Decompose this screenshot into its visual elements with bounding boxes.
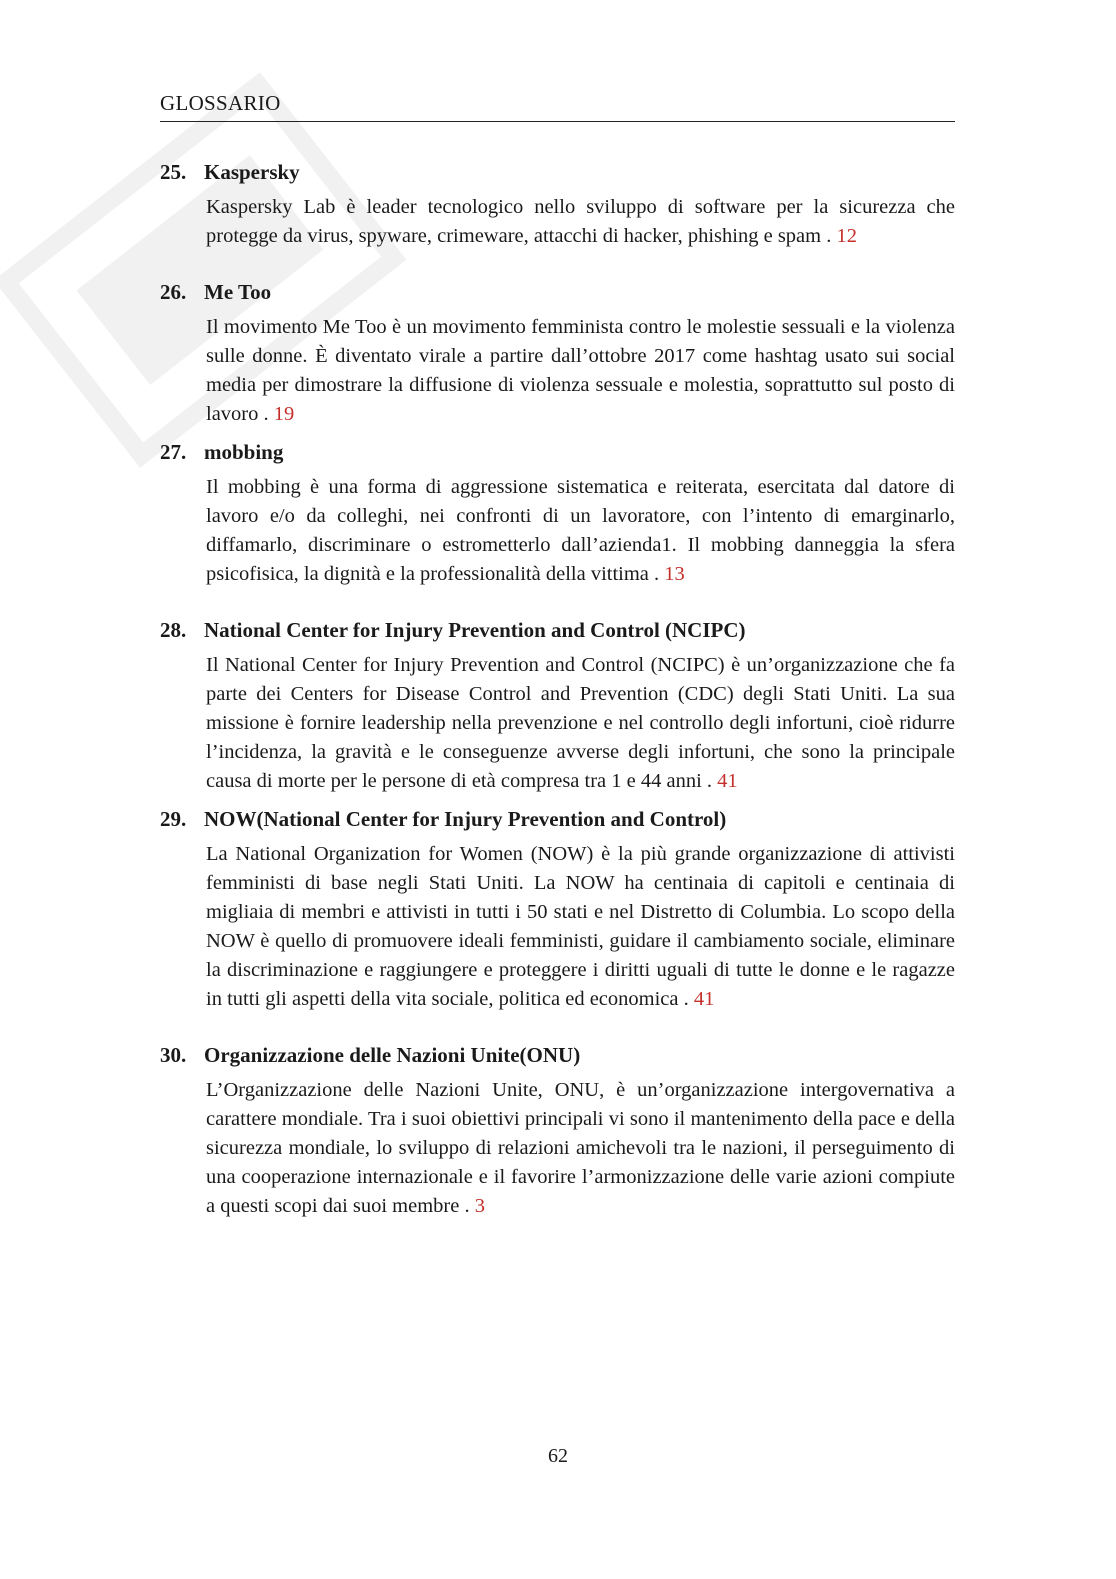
entry-term: NOW(National Center for Injury Prevention and Control)	[204, 807, 727, 831]
entry-definition-block	[206, 193, 955, 251]
entry-definition: Kaspersky Lab è leader tecnologico nello sviluppo di software per la sicurezza che protegge da virus, spyware, crimeware, attacchi di hacker, phishing e spam .	[206, 196, 955, 247]
page-reference-link[interactable]: 3	[474, 1195, 485, 1217]
entry-definition-block	[206, 651, 955, 796]
entry-heading	[160, 1038, 955, 1072]
entry-number: 28.	[160, 618, 187, 642]
entry-definition: L’Organizzazione delle Nazioni Unite, ONU, è un’organizzazione intergovernativa a carattere mondiale. Tra i suoi obiettivi principali vi sono il mantenimento della pace e della sicurezza mondiale, lo sviluppo di relazioni amichevoli tra le nazioni, il perseguimento di una cooperazione internazionale e il favorire l’armonizzazione delle varie azioni compiute a questi scopi dai suoi membre .	[206, 1079, 955, 1217]
header-title: GLOSSARIO	[160, 91, 281, 115]
entry-definition: Il National Center for Injury Prevention and Control (NCIPC) è un’organizzazione che fa parte dei Centers for Disease Control and Prevention (CDC) degli Stati Uniti. La sua missione è fornire leadership nella prevenzione e nel controllo degli infortuni, cioè ridurre l’incidenza, la gravità e le conseguenze avverse degli infortuni, che sono la principale causa di morte per le persone di età compresa tra 1 e 44 anni .	[206, 654, 955, 792]
entry-number: 30.	[160, 1043, 187, 1067]
page-reference-link[interactable]: 12	[836, 225, 857, 247]
entry-term: National Center for Injury Prevention and Control (NCIPC)	[204, 618, 746, 642]
page-reference-link[interactable]: 19	[273, 403, 295, 425]
entry-heading	[160, 802, 955, 836]
entry-number: 25.	[160, 160, 187, 184]
entry-term: Organizzazione delle Nazioni Unite(ONU)	[204, 1043, 581, 1067]
entry-definition-block	[206, 473, 955, 589]
entry-definition-block	[206, 313, 955, 429]
page-number: 62	[548, 1445, 568, 1467]
entry-heading	[160, 275, 955, 309]
entry-number: 29.	[160, 807, 187, 831]
entry-definition: Il mobbing è una forma di aggressione sistematica e reiterata, esercitata dal datore di lavoro e/o da colleghi, nei confronti di un lavoratore, con l’intento di emarginarlo, diffamarlo, discriminare o estrometterlo dall’azienda1. Il mobbing danneggia la sfera psicofisica, la dignità e la professionalità della vittima .	[206, 476, 955, 585]
entry-definition-block	[206, 840, 955, 1014]
glossary-entry	[160, 1038, 955, 1221]
entry-definition-block	[206, 1076, 955, 1221]
running-header	[160, 88, 955, 122]
entry-term: Me Too	[204, 280, 272, 304]
page-reference-link[interactable]: 13	[664, 563, 685, 585]
glossary-entry	[160, 802, 955, 1014]
glossary-entry	[160, 155, 955, 251]
entry-heading	[160, 613, 955, 647]
glossary-entry	[160, 435, 955, 589]
entry-number: 27.	[160, 440, 187, 464]
page-reference-link[interactable]: 41	[693, 988, 715, 1010]
entry-heading	[160, 155, 955, 189]
entry-heading	[160, 435, 955, 469]
entry-term: Kaspersky	[204, 160, 300, 184]
page-reference-link[interactable]: 41	[717, 770, 738, 792]
entry-term: mobbing	[204, 440, 284, 464]
entry-definition: La National Organization for Women (NOW) è la più grande organizzazione di attivisti femministi di base negli Stati Uniti. La NOW ha centinaia di capitoli e centinaia di migliaia di membri e attivisti in tutti i 50 stati e nel Distretto di Columbia. Lo scopo della NOW è quello di promuovere ideali femministi, guidare il cambiamento sociale, eliminare la discriminazione e raggiungere e proteggere i diritti uguali di tutte le donne e le ragazze in tutti gli aspetti della vita sociale, politica ed economica .	[206, 843, 955, 1010]
entry-definition: Il movimento Me Too è un movimento femminista contro le molestie sessuali e la violenza sulle donne. È diventato virale a partire dall’ottobre 2017 come hashtag usato sui social media per dimostrare la diffusione di violenza sessuale e molestia, soprattutto sul posto di lavoro .	[206, 316, 955, 425]
glossary-entry	[160, 613, 955, 796]
entry-number: 26.	[160, 280, 187, 304]
glossary-entry	[160, 275, 955, 429]
glossary-entries	[160, 155, 955, 1221]
